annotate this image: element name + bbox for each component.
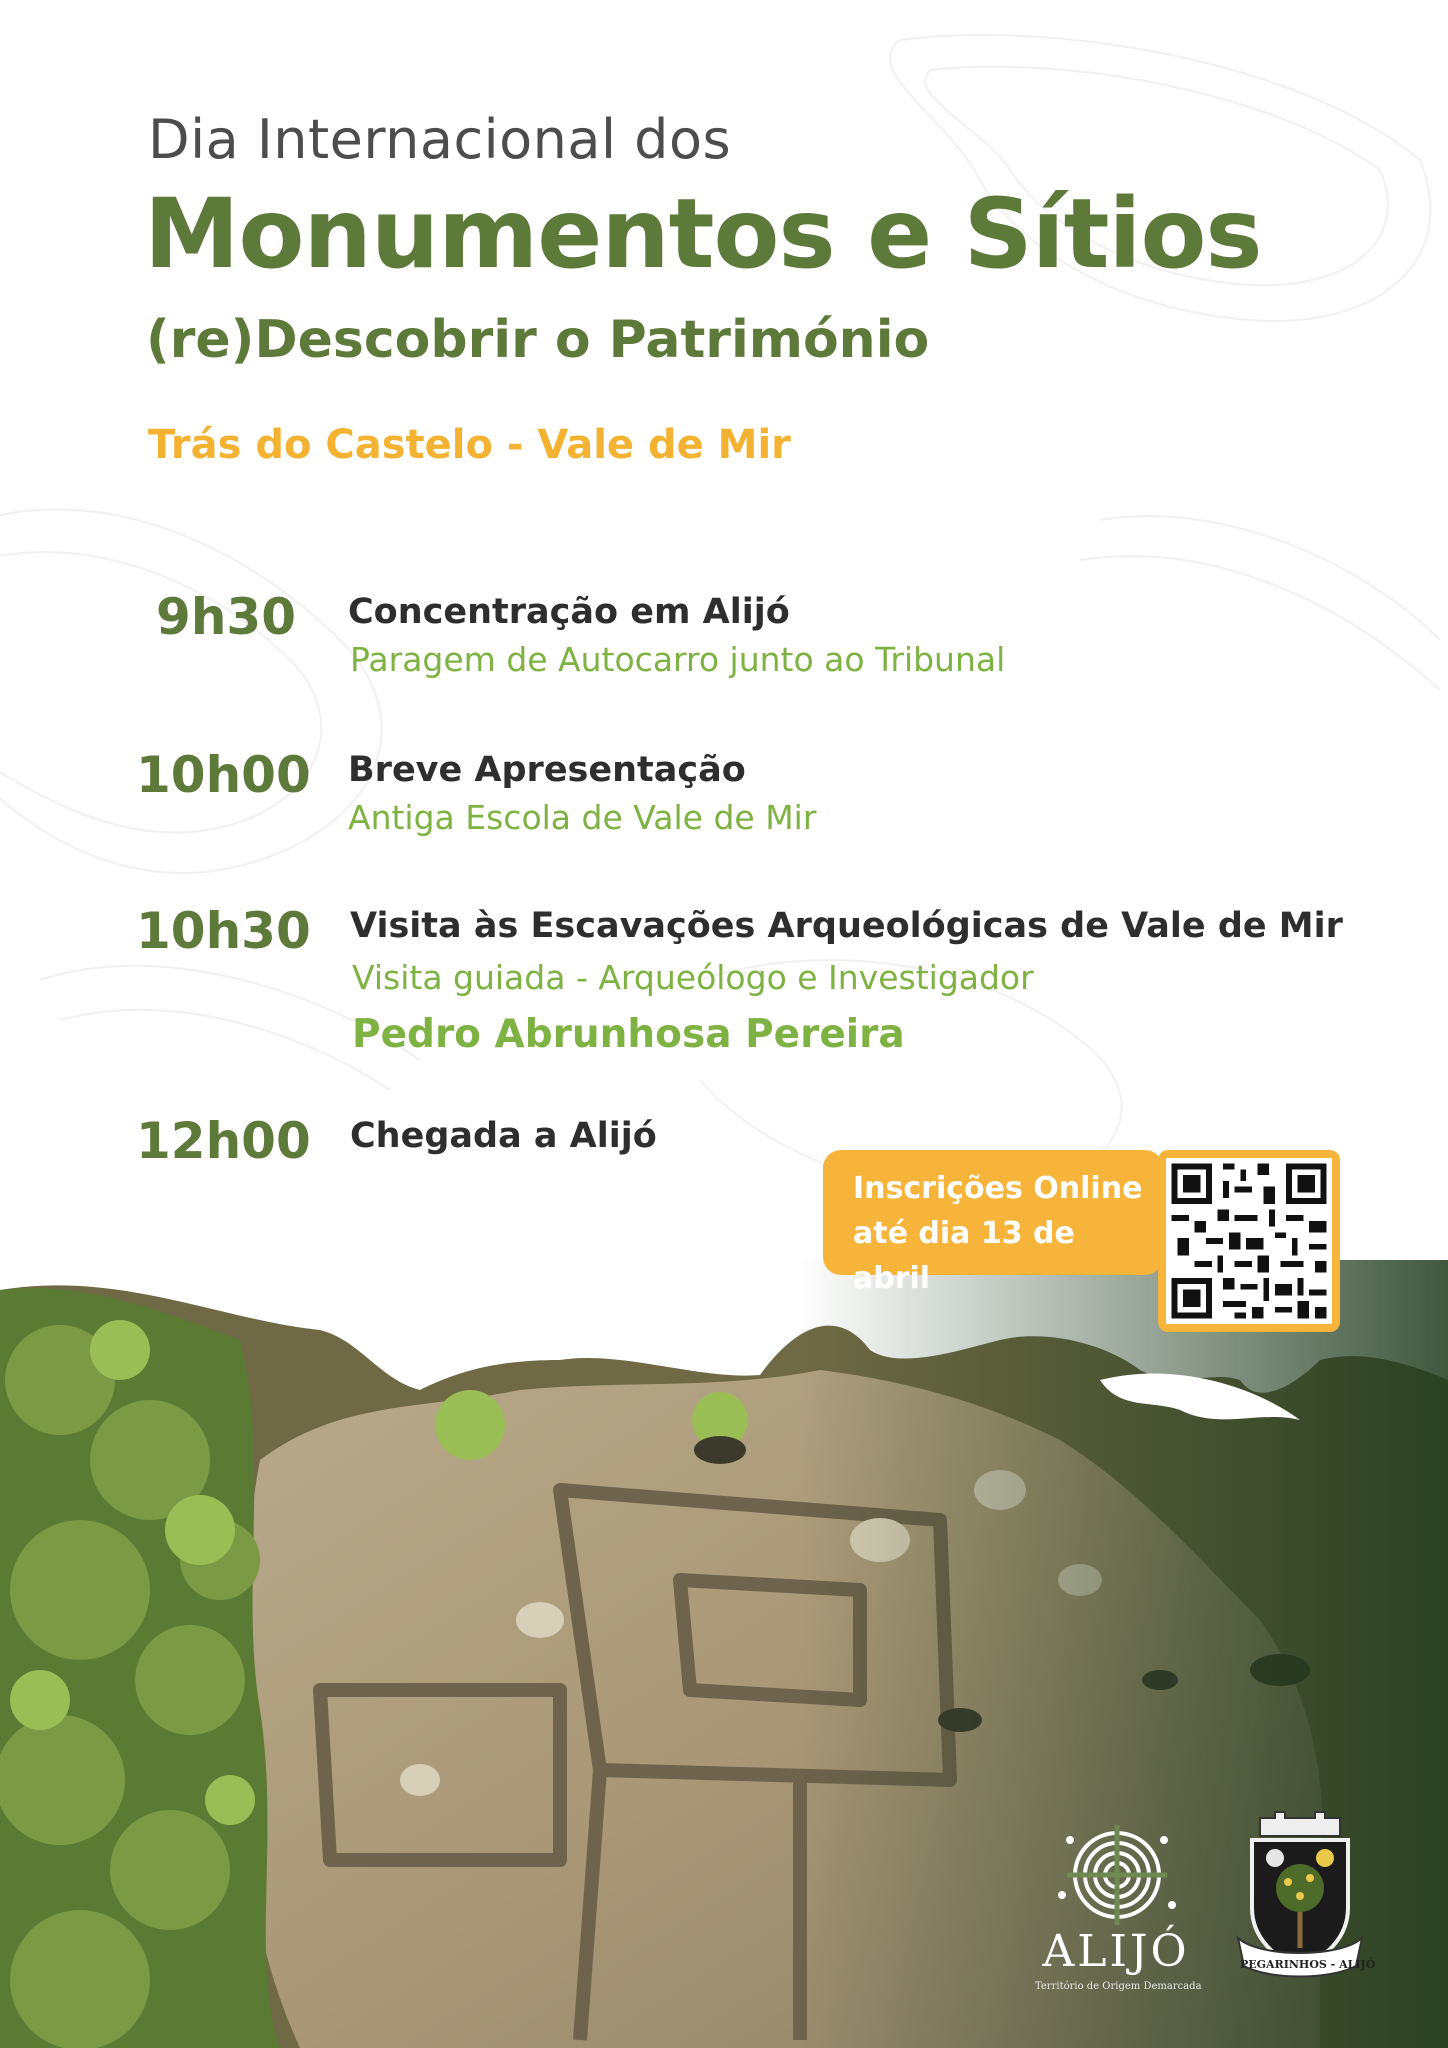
poster-title: Monumentos e Sítios [144,178,1262,290]
schedule-time: 9h30 [156,588,296,646]
registration-line-2: até dia 13 de abril [853,1216,1075,1296]
poster-subtitle: (re)Descobrir o Património [146,310,930,370]
parish-crest-icon [1230,1808,1376,1983]
qr-code-icon[interactable] [1166,1158,1332,1324]
guide-name: Pedro Abrunhosa Pereira [352,1012,905,1057]
alijo-tagline: Território de Origem Demarcada [1035,1981,1202,1992]
registration-line-1: Inscrições Online [853,1171,1143,1206]
schedule-title: Visita às Escavações Arqueológicas de Vale de Mir [350,906,1343,946]
event-location: Trás do Castelo - Vale de Mir [148,422,791,468]
schedule-subtitle: Paragem de Autocarro junto ao Tribunal [350,640,1006,679]
schedule-subtitle: Visita guiada - Arqueólogo e Investigador [352,958,1034,997]
schedule-subtitle: Antiga Escola de Vale de Mir [348,798,817,837]
alijo-logo-text: ALIJÓ [1042,1926,1190,1977]
kicker-text: Dia Internacional dos [148,108,732,171]
registration-text [853,1166,1153,1301]
schedule-time: 10h00 [136,746,311,804]
schedule-title: Chegada a Alijó [350,1116,657,1156]
crest-label: PEGARINHOS - ALIJÓ [1240,1958,1376,1971]
schedule-title: Concentração em Alijó [348,592,790,632]
schedule-title: Breve Apresentação [348,750,746,790]
schedule-time: 12h00 [136,1112,311,1170]
schedule-time: 10h30 [136,902,311,960]
